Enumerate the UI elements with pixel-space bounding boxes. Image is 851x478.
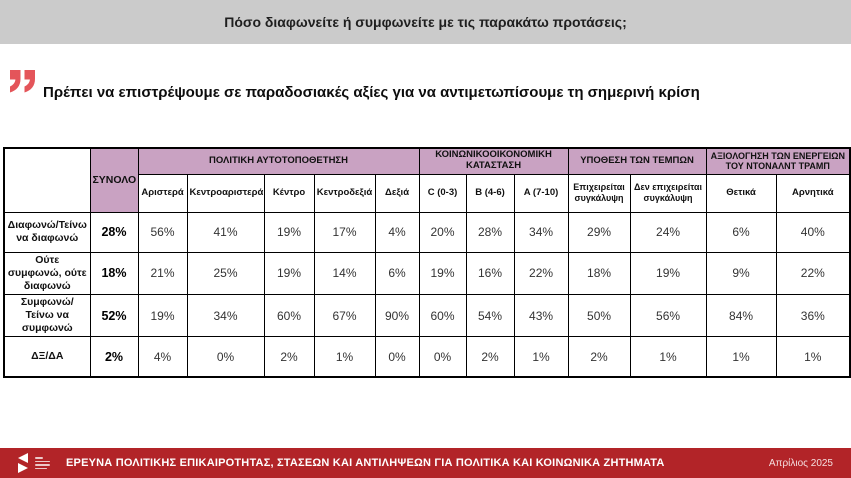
question-bar (0, 0, 851, 44)
value-cell: 17% (314, 212, 375, 252)
col-header-centre: Κέντρο (264, 174, 314, 212)
value-cell: 9% (706, 252, 776, 294)
col-header-class-b: B (4-6) (466, 174, 514, 212)
value-cell: 84% (706, 294, 776, 336)
value-cell: 19% (264, 212, 314, 252)
value-cell: 22% (776, 252, 850, 294)
question-text: Πόσο διαφωνείτε ή συμφωνείτε με τις παρακάτω προτάσεις; (224, 14, 627, 30)
results-table-wrap (3, 147, 851, 378)
col-header-class-c: C (0-3) (419, 174, 466, 212)
value-cell: 1% (630, 337, 706, 377)
group-header-trump-assessment: ΑΞΙΟΛΟΓΗΣΗ ΤΩΝ ΕΝΕΡΓΕΙΩΝ ΤΟΥ ΝΤΟΝΑΛΝΤ ΤΡΑΜΠ (706, 148, 850, 174)
value-cell: 19% (630, 252, 706, 294)
table-row (4, 294, 850, 336)
col-header-positive: Θετικά (706, 174, 776, 212)
total-value-cell: 28% (90, 212, 138, 252)
table-row (4, 212, 850, 252)
value-cell: 54% (466, 294, 514, 336)
value-cell: 0% (187, 337, 264, 377)
group-header-row (4, 148, 850, 174)
value-cell: 43% (514, 294, 568, 336)
total-value-cell: 2% (90, 337, 138, 377)
value-cell: 2% (568, 337, 630, 377)
logo-caption-lines (35, 457, 50, 469)
value-cell: 22% (514, 252, 568, 294)
value-cell: 1% (706, 337, 776, 377)
statement-text: Πρέπει να επιστρέψουμε σε παραδοσιακές αξίες για να αντιμετωπίσουμε τη σημερινή κρίση (43, 84, 700, 101)
row-label: Ούτε συμφωνώ, ούτε διαφωνώ (4, 252, 90, 294)
value-cell: 14% (314, 252, 375, 294)
value-cell: 0% (375, 337, 419, 377)
value-cell: 6% (706, 212, 776, 252)
value-cell: 25% (187, 252, 264, 294)
table-row (4, 337, 850, 377)
value-cell: 21% (138, 252, 187, 294)
row-label: ΔΞ/ΔΑ (4, 337, 90, 377)
group-header-tempi-case: ΥΠΟΘΕΣΗ ΤΩΝ ΤΕΜΠΩΝ (568, 148, 706, 174)
value-cell: 1% (314, 337, 375, 377)
value-cell: 34% (514, 212, 568, 252)
total-value-cell: 18% (90, 252, 138, 294)
value-cell: 67% (314, 294, 375, 336)
col-header-class-a: A (7-10) (514, 174, 568, 212)
value-cell: 29% (568, 212, 630, 252)
group-header-socioeconomic-status: ΚΟΙΝΩΝΙΚΟΟΙΚΟΝΟΜΙΚΗ ΚΑΤΑΣΤΑΣΗ (419, 148, 568, 174)
statement-header (10, 70, 840, 101)
footer-date: Απρίλιος 2025 (768, 457, 833, 469)
total-value-cell: 52% (90, 294, 138, 336)
col-header-centre-left: Κεντροαριστερά (187, 174, 264, 212)
value-cell: 19% (264, 252, 314, 294)
col-header-centre-right: Κεντροδεξιά (314, 174, 375, 212)
row-label: Συμφωνώ/Τείνω να συμφωνώ (4, 294, 90, 336)
value-cell: 20% (419, 212, 466, 252)
value-cell: 4% (375, 212, 419, 252)
value-cell: 34% (187, 294, 264, 336)
value-cell: 1% (776, 337, 850, 377)
value-cell: 56% (138, 212, 187, 252)
value-cell: 2% (264, 337, 314, 377)
footer-survey-title: ΕΡΕΥΝΑ ΠΟΛΙΤΙΚΗΣ ΕΠΙΚΑΙΡΟΤΗΤΑΣ, ΣΤΑΣΕΩΝ ΚΑΙ ΑΝΤΙΛΗΨΕΩΝ ΓΙΑ ΠΟΛΙΤΙΚΑ ΚΑΙ ΚΟΙΝΩΝΙΚΑ ΖΗΤΗΜΑΤΑ (66, 457, 665, 469)
value-cell: 6% (375, 252, 419, 294)
table-row (4, 252, 850, 294)
value-cell: 40% (776, 212, 850, 252)
group-header-political-self-placement: ΠΟΛΙΤΙΚΗ ΑΥΤΟΤΟΠΟΘΕΤΗΣΗ (138, 148, 419, 174)
col-header-coverup-no: Δεν επιχειρείται συγκάλυψη (630, 174, 706, 212)
col-header-negative: Αρνητικά (776, 174, 850, 212)
value-cell: 60% (264, 294, 314, 336)
value-cell: 0% (419, 337, 466, 377)
value-cell: 18% (568, 252, 630, 294)
value-cell: 16% (466, 252, 514, 294)
value-cell: 4% (138, 337, 187, 377)
col-header-left: Αριστερά (138, 174, 187, 212)
quote-marks-icon (10, 70, 36, 98)
corner-cell (4, 148, 90, 212)
value-cell: 41% (187, 212, 264, 252)
value-cell: 60% (419, 294, 466, 336)
value-cell: 90% (375, 294, 419, 336)
value-cell: 1% (514, 337, 568, 377)
value-cell: 19% (138, 294, 187, 336)
value-cell: 24% (630, 212, 706, 252)
value-cell: 56% (630, 294, 706, 336)
organization-logo-icon (14, 452, 50, 474)
footer-bar (0, 448, 851, 478)
value-cell: 19% (419, 252, 466, 294)
results-table (3, 147, 851, 378)
value-cell: 36% (776, 294, 850, 336)
value-cell: 50% (568, 294, 630, 336)
value-cell: 28% (466, 212, 514, 252)
col-header-coverup-yes: Επιχειρείται συγκάλυψη (568, 174, 630, 212)
table-body (4, 212, 850, 377)
col-header-total: ΣΥΝΟΛΟ (90, 148, 138, 212)
value-cell: 2% (466, 337, 514, 377)
row-label: Διαφωνώ/Τείνω να διαφωνώ (4, 212, 90, 252)
col-header-right: Δεξιά (375, 174, 419, 212)
